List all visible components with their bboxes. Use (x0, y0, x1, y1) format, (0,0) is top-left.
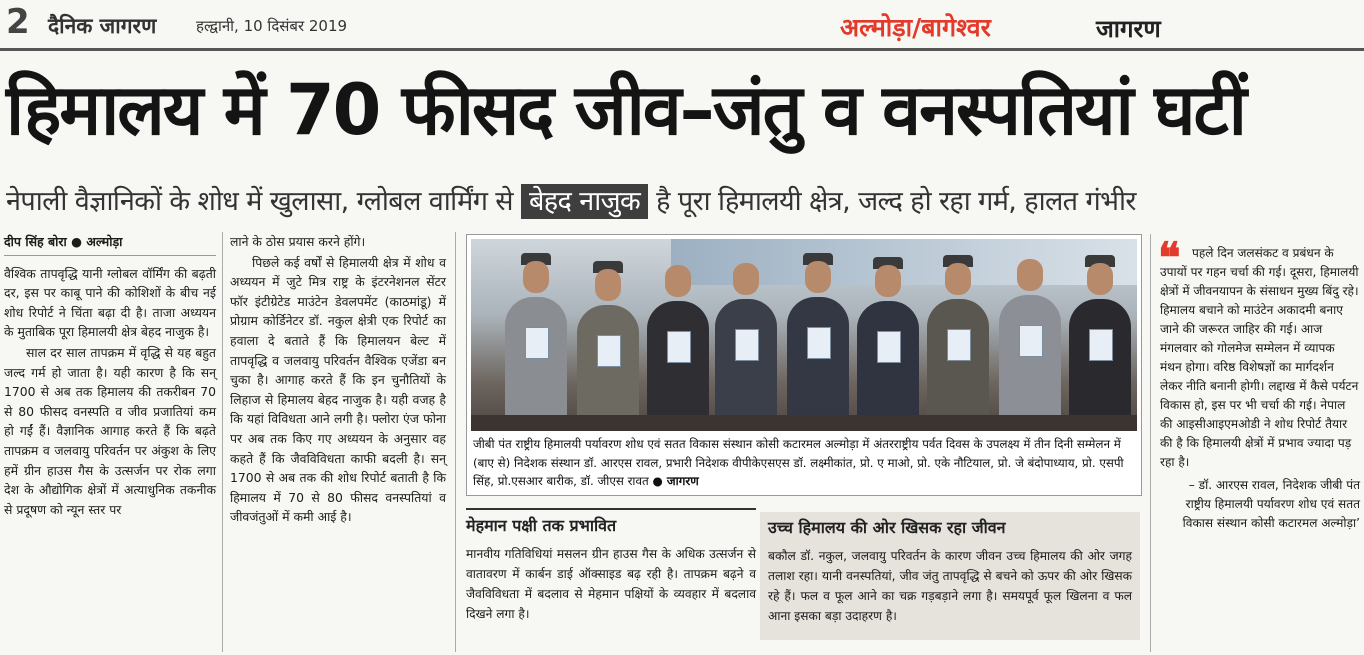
caption-text: जीबी पंत राष्ट्रीय हिमालयी पर्यावरण शोध एवं सतत विकास संस्थान कोसी कटारमल अल्मोड़ा में अंतरराष्ट्रीय पर्वत दिवस के उपलक्ष्य में तीन दिनी सम्मेलन में (बाए से) निदेशक संस्थान डॉ. आरएस रावल, प्रभारी निदेशक वीपीकेएसएस डॉ. लक्ष्मीकांत, प्रो. ए माओ, प्रो. एके नौटियाल, प्रो. जे बंदोपाध्याय, प्रो. एसपी सिंह, प्रो.एसआर बारीक, डॉ. जीएस रावत (473, 437, 1124, 488)
person-figure (647, 301, 709, 417)
subhead-text-before: नेपाली वैज्ञानिकों के शोध में खुलासा, ग्लोबल वार्मिंग से (6, 186, 513, 217)
head-shape (595, 269, 621, 301)
person-figure (1069, 299, 1131, 417)
sidebar-box-life (760, 512, 1140, 640)
box-text: बकौल डॉ. नकुल, जलवायु परिवर्तन के कारण जीवन उच्च हिमालय की ओर जगह तलाश रहा। यानी वनस्पतियां, जीव जंतु तापवृद्धि से बचने को ऊपर की ओर खिसक रहे हैं। फल व फूल आने का चक्र गड़बड़ाने लगा है। समयपूर्व फूल खिलना व फल आना इसका बड़ा उदाहरण है। (768, 549, 1132, 623)
pull-quote (1160, 244, 1360, 533)
article-column-1 (4, 232, 216, 520)
newspaper-brand: दैनिक जागरण (48, 14, 157, 38)
person-figure (999, 295, 1061, 417)
person-figure (787, 297, 849, 417)
sidebar-box-birds (466, 508, 756, 653)
subhead-highlight: बेहद नाजुक (521, 184, 648, 219)
dateline: हल्द्वानी, 10 दिसंबर 2019 (196, 17, 348, 35)
box-title: मेहमान पक्षी तक प्रभावित (466, 508, 756, 536)
article-column-2 (230, 232, 446, 528)
quote-mark-icon: ❝ (1158, 233, 1181, 282)
box-title: उच्च हिमालय की ओर खिसक रहा जीवन (768, 518, 1006, 537)
event-photo (471, 239, 1137, 431)
byline: दीप सिंह बोरा ● अल्मोड़ा (4, 232, 216, 256)
quote-attribution: – डॉ. आरएस रावल, निदेशक जीबी पंत राष्ट्रीय हिमालयी पर्यावरण शोध एवं सतत विकास संस्थान कोसी कटारमल अल्मोड़ा’ (1182, 478, 1360, 530)
head-shape (875, 265, 901, 297)
subheadline (6, 176, 1360, 228)
quote-text: पहले दिन जलसंकट व प्रबंधन के उपायों पर गहन चर्चा की गई। दूसरा, हिमालयी क्षेत्रों में जीवनयापन के संसाधन मुख्य बिंदु रहे। हिमालय बचाने को माउंटेन अकादमी बनाए जाने की जरूरत जाहिर की गई। आज मंगलवार को गोलमेज सम्मेलन में व्यापक मंथन होगा। वरिष्ठ विशेषज्ञों का मार्गदर्शन लेकर नीति बनानी होगी। लद्दाख में कैसे पर्यटन विकास हो, इस पर भी चर्चा की गई। नेपाल की आइसीआइएमओडी ने शोध रिपोर्ट तैयार की है कि हिमालयी क्षेत्रों में प्रभाव ज्यादा पड़ रहा है। (1160, 246, 1359, 469)
paragraph: वैश्विक तापवृद्धि यानी ग्लोबल वॉर्मिंग की बढ़ती दर, इस पर काबू पाने की कोशिशों के बीच नई शोध रिपोर्ट ने चिंता बढ़ा दी है। ताजा अध्ययन के मुताबिक पूरा हिमालयी क्षेत्र बेहद नाजुक है। (4, 265, 216, 340)
subhead-text-after: है पूरा हिमालयी क्षेत्र, जल्द हो रहा गर्म, हालत गंभीर (656, 186, 1136, 217)
edition-brand: जागरण (1096, 15, 1161, 43)
head-shape (1087, 263, 1113, 295)
report-booklet (1089, 329, 1113, 361)
paragraph: पिछले कई वर्षों से हिमालयी क्षेत्र में शोध व अध्ययन में जुटे मित्र राष्ट्र के इंटरनेशनल सेंटर फॉर इंटीग्रेटेड माउंटेन डेवलपमेंट (काठमांडू) में प्रोग्राम कोर्डिनेटर डॉ. नकुल क्षेत्री एक रिपोर्ट का हवाला दे बताते हैं कि हिमालयन बेल्ट में तापवृद्धि व जलवायु परिवर्तन वैश्विक एजेंडा बन चुका है। आगाह करते हैं कि इन चुनौतियों के लिहाज से हिमालय बेहद नाजुक है। यही वजह है कि यहां विविधता आने लगी है। फ्लोरा एंज फोना पर अब तक किए गए अध्ययन के अनुसार वह कहते हैं कि जैवविविधता काफी बदली है। सन् 1700 से अब तक की शोध रिपोर्ट बताती है कि हिमालय में 70 से 80 फीसद वनस्पतियां व जीवजंतुओं में कमी आई है। (230, 254, 446, 525)
person-figure (857, 301, 919, 417)
head-shape (665, 265, 691, 297)
edition-name: अल्मोड़ा/बागेश्वर (840, 13, 991, 42)
paragraph: साल दर साल तापक्रम में वृद्धि से यह बहुत जल्द गर्म हो जाता है। यही कारण है कि सन् 1700 से अब तक हिमालय की तकरीबन 70 से 80 फीसद वनस्पति व जीव प्रजातियां कम हो गईं हैं। वैज्ञानिक आगाह करते हैं कि बढ़ते तापक्रम व जलवायु परिवर्तन पर अंकुश के लिए हमें ग्रीन हाउस गैस के उत्सर्जन पर रोक लगा देश के औद्योगिक क्षेत्रों में अत्याधुनिक तकनीक से प्रदूषण को न्यून स्तर पर (4, 344, 216, 517)
report-booklet (735, 329, 759, 361)
head-shape (805, 261, 831, 293)
head-shape (733, 263, 759, 295)
photo-credit: ● जागरण (652, 474, 699, 488)
person-figure (715, 299, 777, 417)
person-figure (505, 297, 567, 417)
report-booklet (667, 331, 691, 363)
paragraph: लाने के ठोस प्रयास करने होंगे। (230, 234, 366, 249)
head-shape (945, 263, 971, 295)
person-figure (577, 305, 639, 417)
report-booklet (947, 329, 971, 361)
person-figure (927, 299, 989, 417)
photo-panel (466, 234, 1142, 496)
report-booklet (597, 335, 621, 367)
stage-table (471, 415, 1137, 431)
report-booklet (1019, 325, 1043, 357)
head-shape (523, 261, 549, 293)
column-divider (222, 232, 223, 652)
page-header (0, 0, 1364, 50)
header-rule (0, 48, 1364, 51)
report-booklet (525, 327, 549, 359)
box-text: मानवीय गतिविधियां मसलन ग्रीन हाउस गैस के अधिक उत्सर्जन से वातावरण में कार्बन डाई ऑक्साइड बढ़ रही है। तापक्रम बढ़ने व जैवविविधता में बदलाव से मेहमान पक्षियों के व्यवहार में बदलाव दिखने लगा है। (466, 547, 756, 621)
headline: हिमालय में 70 फीसद जीव–जंतु व वनस्पतियां घटीं (6, 69, 1245, 151)
column-divider (455, 232, 456, 652)
report-booklet (877, 331, 901, 363)
page-number: 2 (6, 2, 30, 42)
photo-caption (473, 435, 1135, 491)
column-divider (1150, 234, 1151, 652)
report-booklet (807, 327, 831, 359)
head-shape (1017, 259, 1043, 291)
